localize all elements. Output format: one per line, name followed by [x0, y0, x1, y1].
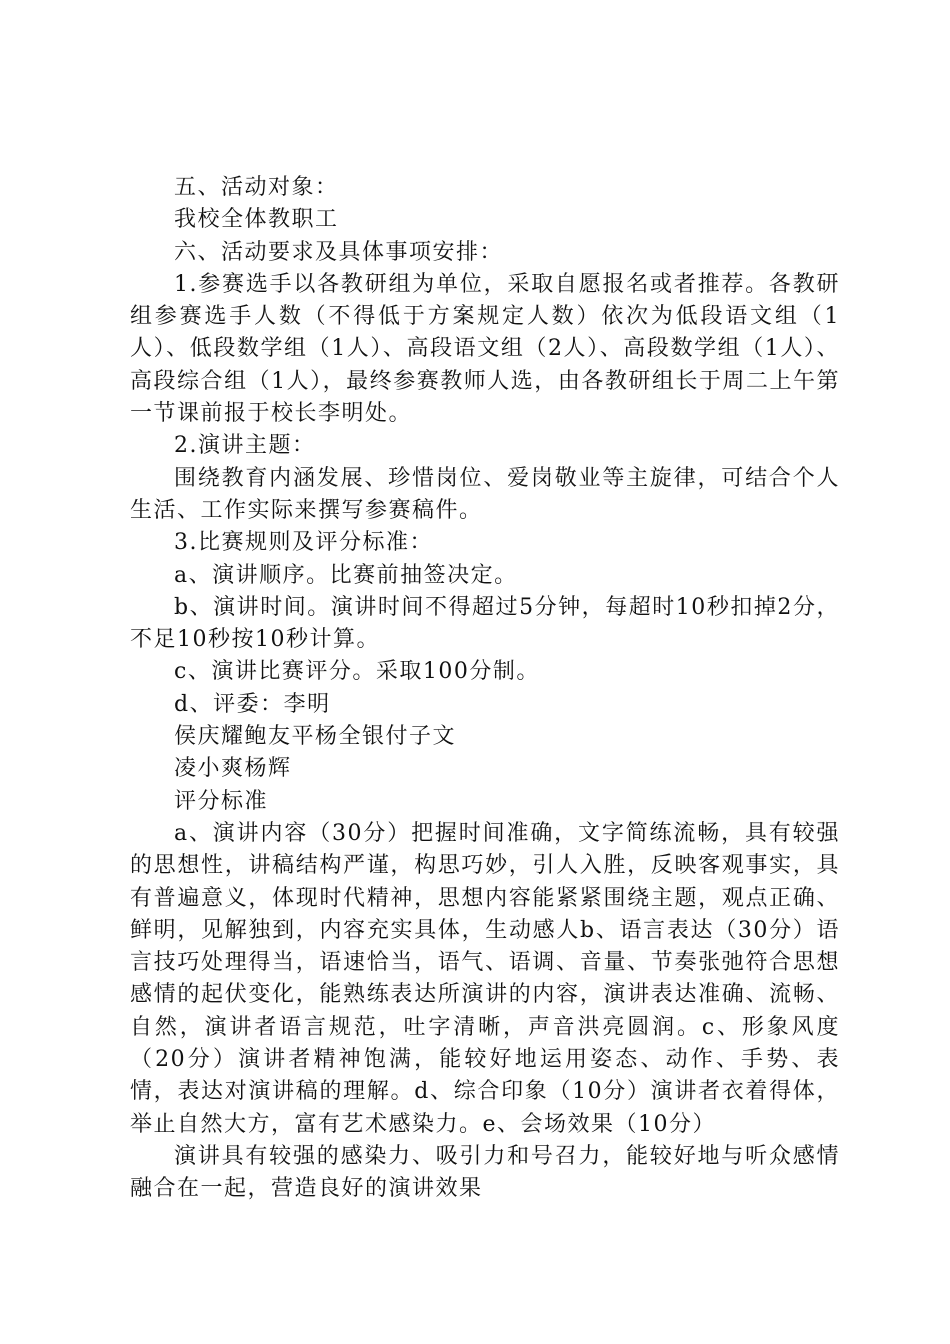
section-heading-requirements: 六、活动要求及具体事项安排： — [174, 239, 504, 265]
paragraph-judges: d、评委：李明 — [174, 691, 331, 717]
subheading-theme: 2.演讲主题： — [174, 433, 316, 459]
paragraph-judges-list-2: 凌小爽杨辉 — [174, 756, 292, 782]
section-heading-targets: 五、活动对象： — [174, 175, 339, 200]
paragraph-scoring-details: a、演讲内容（30分）把握时间准确，文字简练流畅，具有较强的思想性，讲稿结构严谨，构思巧妙，引人入胜，反映客观事实，具有普遍意义，体现时代精神，思想内容能紧紧围绕主题，观点正确、鲜明，见解独到，内容充实具体，生动感人b、语言表达（30分）语言技巧处理得当，语速恰当，语气、语调、音量、节奏张弛符合思想感情的起伏变化，能熟练表达所演讲的内容，演讲表达准确、流畅、自然，演讲者语言规范，吐字清晰，声音洪亮圆润。c、形象风度（20分）演讲者精神饱满，能较好地运用姿态、动作、手势、表情，表达对演讲稿的理解。d、综合印象（10分）演讲者衣着得体，举止自然大方，富有艺术感染力。e、会场效果（10分） — [130, 820, 840, 1137]
paragraph-rule-order: a、演讲顺序。比赛前抽签决定。 — [174, 562, 518, 588]
paragraph-rule-scoring: c、演讲比赛评分。采取100分制。 — [174, 659, 540, 685]
paragraph-rule-time: b、演讲时间。演讲时间不得超过5分钟，每超时10秒扣掉2分，不足10秒按10秒计算。 — [130, 594, 840, 653]
paragraph-theme: 围绕教育内涵发展、珍惜岗位、爱岗敬业等主旋律，可结合个人生活、工作实际来撰写参赛稿件。 — [130, 465, 840, 523]
paragraph-judges-list-1: 侯庆耀鲍友平杨全银付子文 — [174, 724, 457, 750]
subheading-scoring-criteria: 评分标准 — [174, 788, 269, 814]
subheading-rules: 3.比赛规则及评分标准： — [174, 530, 433, 556]
paragraph-participants: 1.参赛选手以各教研组为单位，采取自愿报名或者推荐。各教研组参赛选手人数（不得低于方案规定人数）依次为低段语文组（1人）、低段数学组（1人）、高段语文组（2人）、高段数学组（1人）、高段综合组（1人），最终参赛教师人选，由各教研组长于周二上午第一节课前报于校长李明处。 — [130, 271, 840, 427]
document-body — [130, 172, 840, 1206]
paragraph-targets: 我校全体教职工 — [174, 207, 339, 233]
paragraph-venue-effect: 演讲具有较强的感染力、吸引力和号召力，能较好地与听众感情融合在一起，营造良好的演讲效果 — [130, 1143, 840, 1202]
